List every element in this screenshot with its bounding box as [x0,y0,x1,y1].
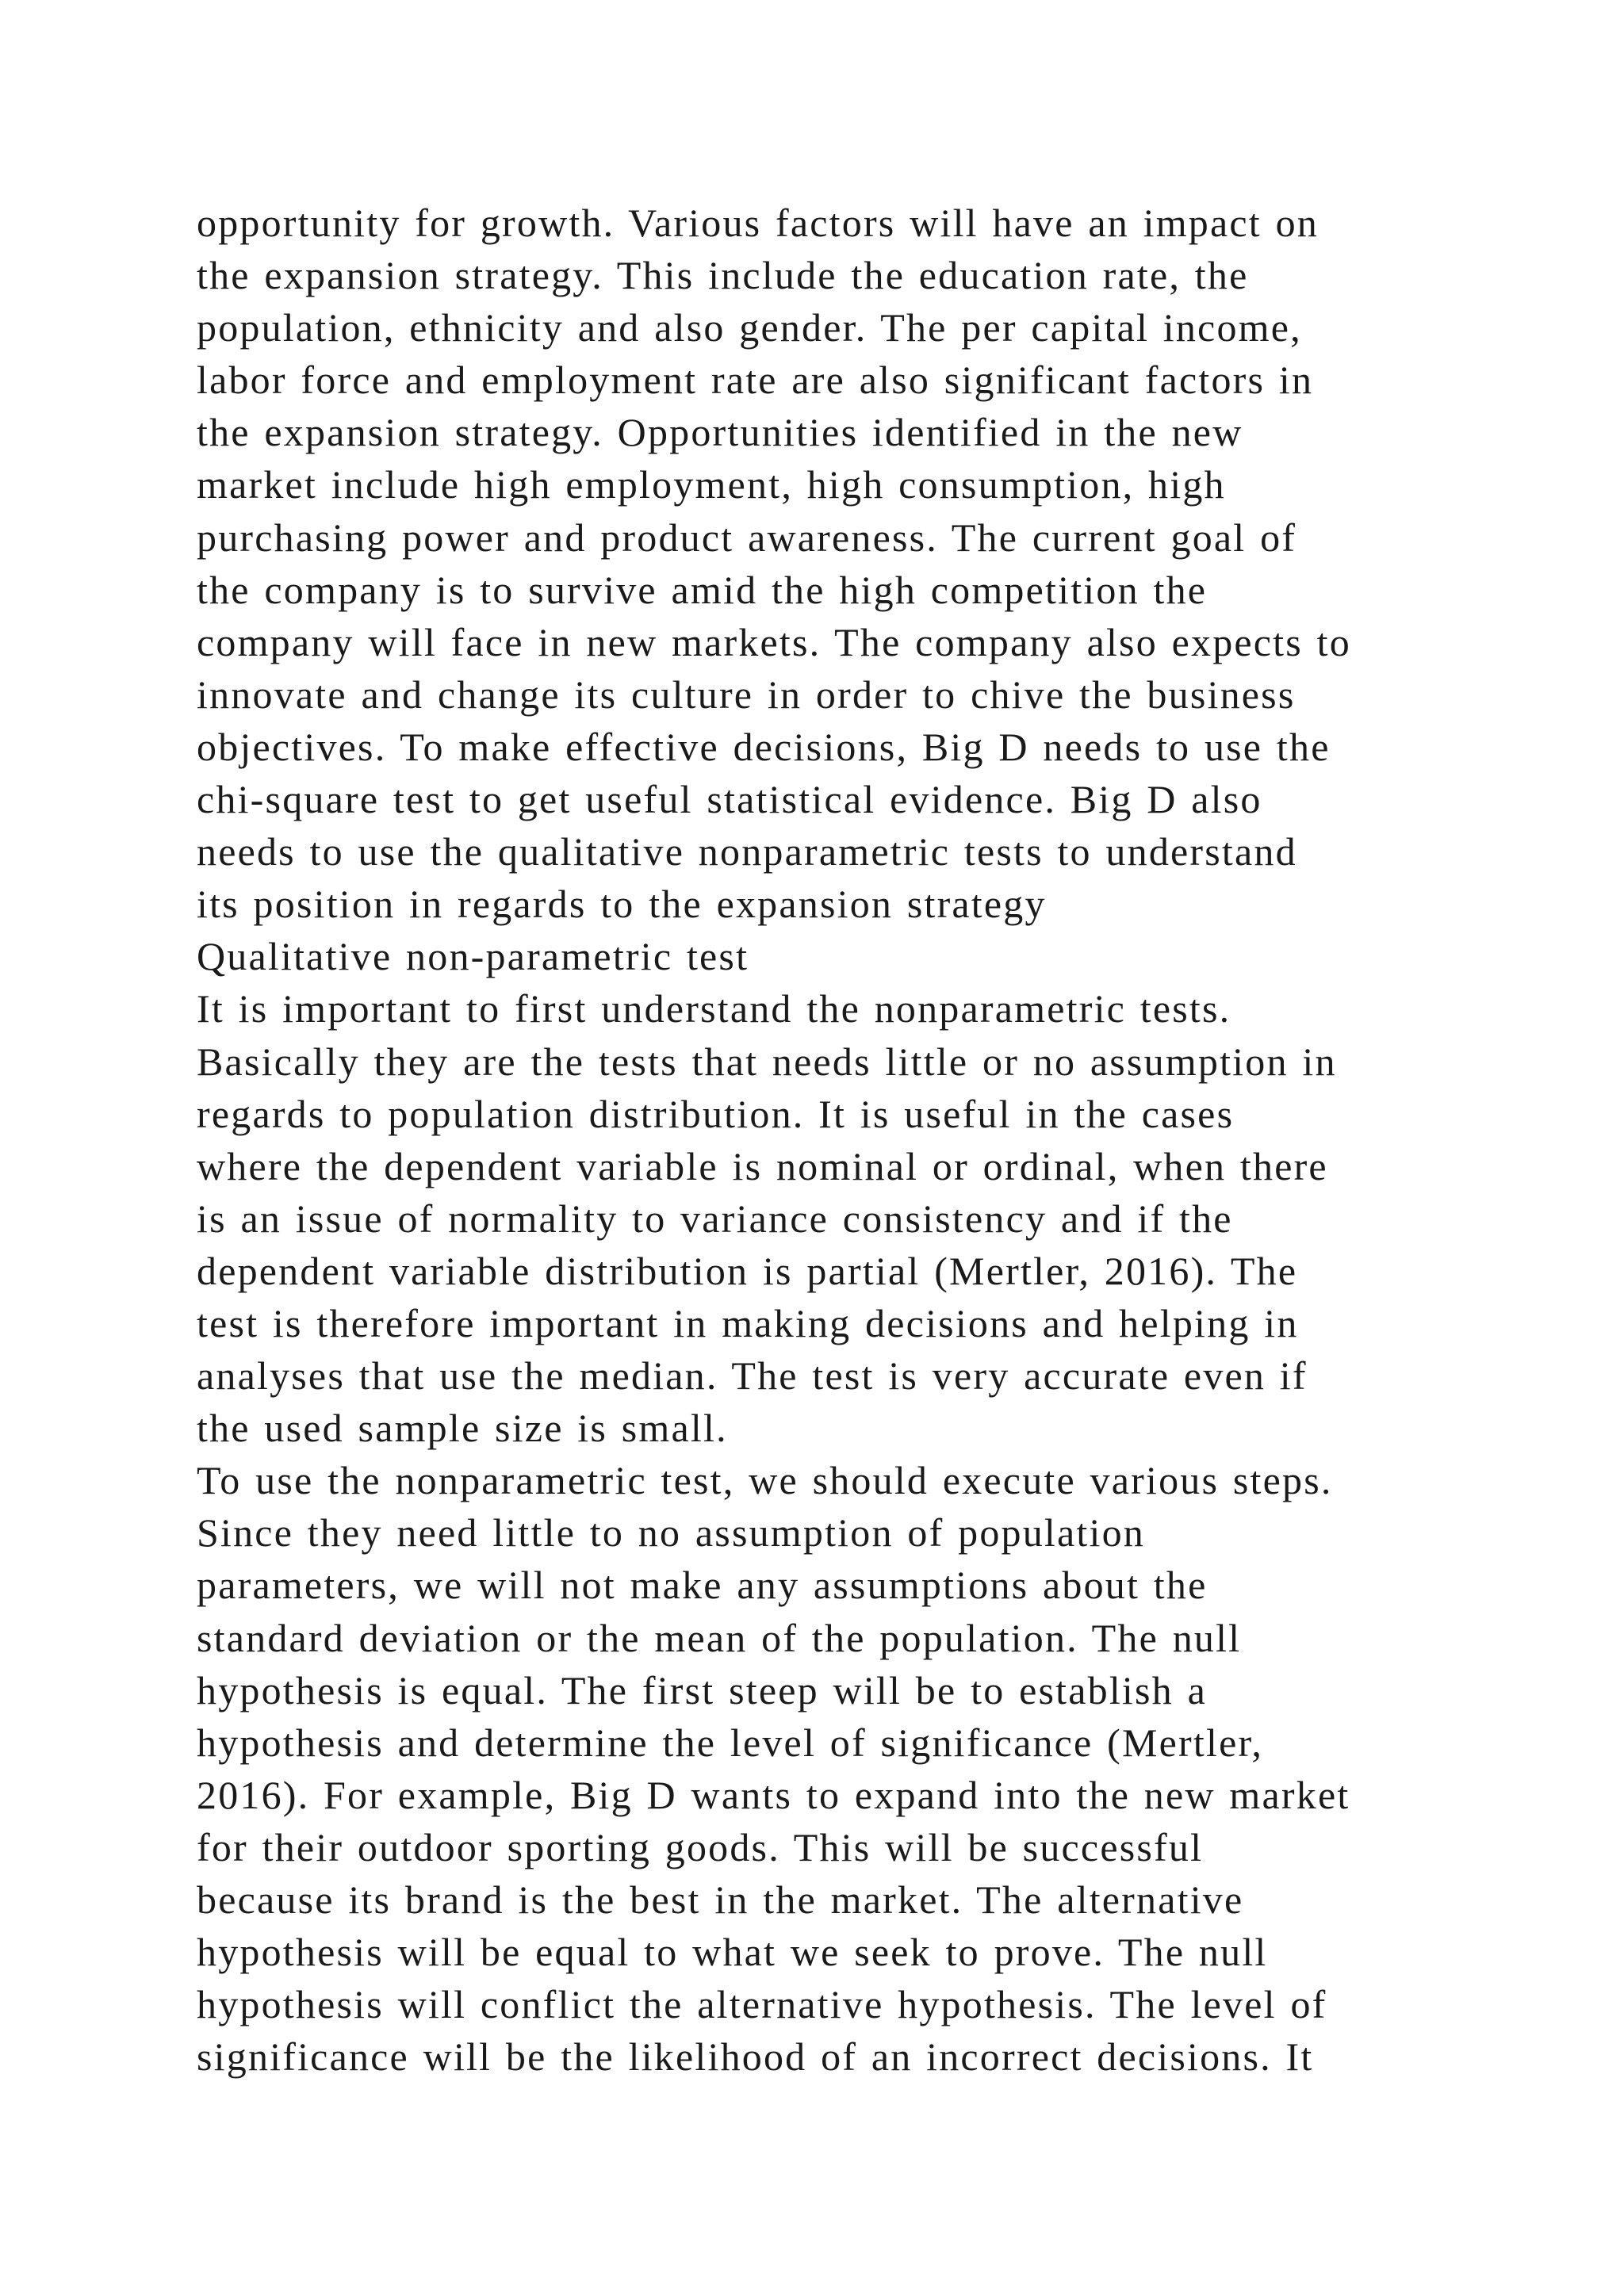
text-line: hypothesis will be equal to what we seek to prove. The null [197,1930,1268,1975]
text-line: To use the nonparametric test, we should execute various steps. [197,1458,1333,1503]
text-line: significance will be the likelihood of an incorrect decisions. It [197,2034,1314,2080]
text-line: standard deviation or the mean of the population. The null [197,1615,1242,1660]
text-line: labor force and employment rate are also significant factors in [197,358,1314,403]
text-line: It is important to first understand the nonparametric tests. [197,986,1231,1031]
text-line: chi-square test to get useful statistical evidence. Big D also [197,777,1262,822]
text-line: is an issue of normality to variance consistency and if the [197,1196,1233,1241]
text-line: where the dependent variable is nominal or ordinal, when there [197,1143,1328,1188]
text-line: hypothesis is equal. The first steep will be to establish a [197,1667,1207,1712]
text-line: test is therefore important in making decisions and helping in [197,1300,1299,1345]
text-line: the expansion strategy. This include the education rate, the [197,253,1249,298]
text-line: the used sample size is small. [197,1406,728,1451]
text-line: because its brand is the best in the market. The alternative [197,1877,1244,1922]
text-line: analyses that use the median. The test is very accurate even if [197,1353,1308,1399]
document-body [197,197,1481,2083]
text-line: Qualitative non-parametric test [197,934,749,979]
text-line: purchasing power and product awareness. The current goal of [197,515,1297,560]
text-line: regards to population distribution. It is useful in the cases [197,1091,1235,1136]
text-line: 2016). For example, Big D wants to expand into the new market [197,1772,1350,1817]
text-line: market include high employment, high consumption, high [197,462,1226,507]
text-line: the expansion strategy. Opportunities identified in the new [197,410,1243,455]
text-line: dependent variable distribution is partial (Mertler, 2016). The [197,1248,1298,1293]
text-line: its position in regards to the expansion strategy [197,882,1047,927]
text-line: Basically they are the tests that needs little or no assumption in [197,1039,1337,1084]
text-line: hypothesis will conflict the alternative hypothesis. The level of [197,1982,1327,2027]
text-line: company will face in new markets. The company also expects to [197,619,1351,664]
text-line: opportunity for growth. Various factors will have an impact on [197,201,1319,245]
text-line: population, ethnicity and also gender. The per capital income, [197,305,1302,350]
text-line: objectives. To make effective decisions, Big D needs to use the [197,724,1331,769]
text-line: Since they need little to no assumption of population [197,1510,1145,1556]
text-line: parameters, we will not make any assumptions about the [197,1563,1208,1608]
text-line: for their outdoor sporting goods. This will be successful [197,1824,1204,1869]
text-line: hypothesis and determine the level of significance (Mertler, [197,1720,1264,1765]
text-line: the company is to survive amid the high competition the [197,567,1208,612]
text-line: needs to use the qualitative nonparametric tests to understand [197,829,1297,874]
text-line: innovate and change its culture in order to chive the business [197,672,1296,717]
